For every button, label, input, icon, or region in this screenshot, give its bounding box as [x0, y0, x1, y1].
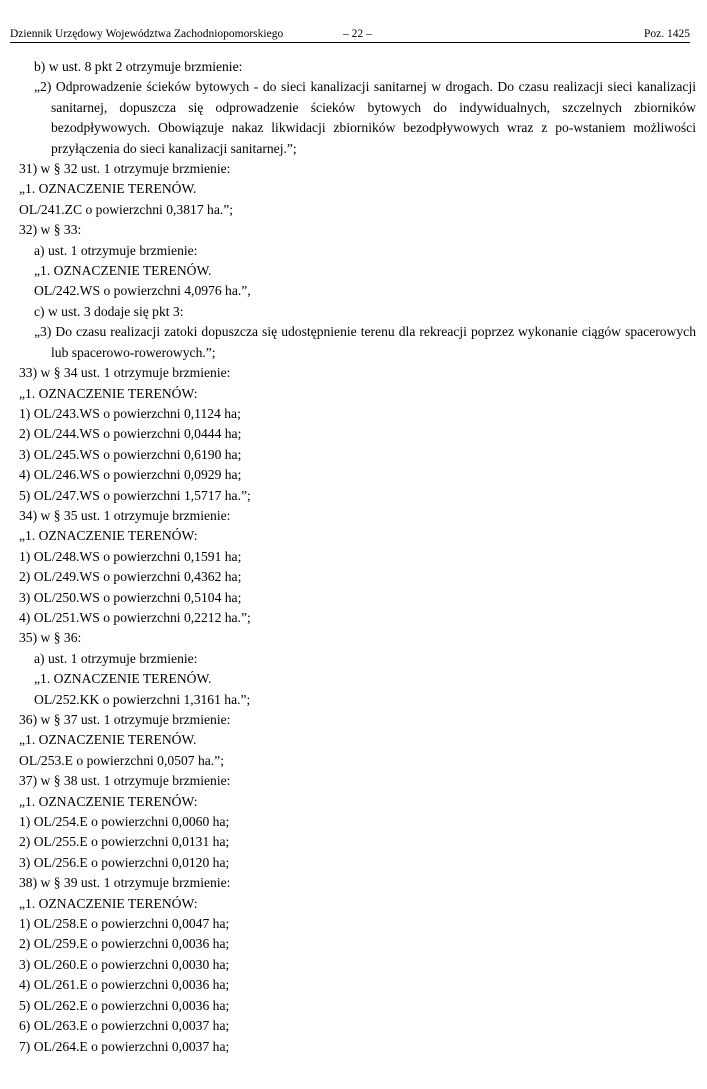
publication-title: Dziennik Urzędowy Województwa Zachodniopomorskiego [10, 28, 284, 40]
text-line: 1) OL/254.E o powierzchni 0,0060 ha; [19, 814, 230, 830]
text-line: 36) w § 37 ust. 1 otrzymuje brzmienie: [19, 712, 231, 727]
text-line: 3) OL/245.WS o powierzchni 0,6190 ha; [19, 446, 242, 462]
text-line: 31) w § 32 ust. 1 otrzymuje brzmienie: [19, 161, 231, 177]
position-number: Poz. 1425 [644, 28, 690, 40]
text-line: c) w ust. 3 dodaje się pkt 3: [34, 303, 184, 319]
text-line: 33) w § 34 ust. 1 otrzymuje brzmienie: [19, 365, 231, 381]
paragraph: „3) Do czasu realizacji zatoki dopuszcza się udostępnienie terenu dla rekreacji poprzez wykonanie ciągów spacerowych lub spacerowo-rowerowych.”; [34, 324, 696, 360]
text-line: OL/242.WS o powierzchni 4,0976 ha.”, [34, 283, 251, 299]
text-line: 1) OL/243.WS o powierzchni 0,1124 ha; [19, 405, 241, 421]
text-line: 3) OL/256.E o powierzchni 0,0120 ha; [19, 854, 230, 870]
text-line: 2) OL/259.E o powierzchni 0,0036 ha; [19, 936, 230, 952]
document-body [19, 57, 696, 1057]
text-line: 34) w § 35 ust. 1 otrzymuje brzmienie: [19, 507, 231, 523]
text-line: 1) OL/258.E o powierzchni 0,0047 ha; [19, 916, 230, 932]
text-line: „1. OZNACZENIE TERENÓW: [19, 793, 198, 809]
text-line: 6) OL/263.E o powierzchni 0,0037 ha; [19, 1018, 230, 1034]
paragraph: „2) Odprowadzenie ścieków bytowych - do sieci kanalizacji sanitarnej w drogach. Do czasu realizacji sieci kanalizacji sanitarnej, dopuszcza się odprowadzenie ścieków bytowych do indywidualnych, szczelnych zbiorników bezodpływowych. Obowiązuje nakaz likwidacji zbiorników bezodpływowych wraz z po-wstaniem możliwości przyłączenia do sieci kanalizacji sanitarnej.”; [34, 79, 696, 156]
page-header [10, 26, 690, 43]
text-line: OL/253.E o powierzchni 0,0507 ha.”; [19, 752, 224, 768]
text-line: 2) OL/249.WS o powierzchni 0,4362 ha; [19, 569, 242, 585]
text-line: 2) OL/244.WS o powierzchni 0,0444 ha; [19, 426, 242, 442]
text-line: 4) OL/261.E o powierzchni 0,0036 ha; [19, 977, 230, 993]
text-line: 4) OL/246.WS o powierzchni 0,0929 ha; [19, 467, 242, 483]
text-line: 32) w § 33: [19, 222, 82, 238]
text-line: „1. OZNACZENIE TERENÓW: [19, 528, 198, 544]
text-line: OL/241.ZC o powierzchni 0,3817 ha.”; [19, 201, 234, 217]
text-line: „1. OZNACZENIE TERENÓW: [19, 385, 198, 401]
text-line: 3) OL/260.E o powierzchni 0,0030 ha; [19, 956, 230, 972]
text-line: OL/252.KK o powierzchni 1,3161 ha.”; [34, 691, 251, 707]
text-line: 2) OL/255.E o powierzchni 0,0131 ha; [19, 834, 230, 850]
text-line: 5) OL/262.E o powierzchni 0,0036 ha; [19, 997, 230, 1013]
text-line: 4) OL/251.WS o powierzchni 0,2212 ha.”; [19, 609, 251, 625]
text-line: „1. OZNACZENIE TERENÓW: [19, 895, 198, 911]
text-line: „1. OZNACZENIE TERENÓW. [34, 671, 212, 687]
text-line: a) ust. 1 otrzymuje brzmienie: [34, 242, 198, 258]
text-line: a) ust. 1 otrzymuje brzmienie: [34, 650, 198, 666]
text-line: 3) OL/250.WS o powierzchni 0,5104 ha; [19, 589, 242, 605]
page-number: – 22 – [343, 28, 372, 40]
text-line: „1. OZNACZENIE TERENÓW. [19, 181, 197, 197]
text-line: 5) OL/247.WS o powierzchni 1,5717 ha.”; [19, 487, 251, 503]
text-line: 7) OL/264.E o powierzchni 0,0037 ha; [19, 1038, 230, 1054]
text-line: „1. OZNACZENIE TERENÓW. [19, 732, 197, 748]
text-line: 38) w § 39 ust. 1 otrzymuje brzmienie: [19, 875, 231, 891]
text-line: 1) OL/248.WS o powierzchni 0,1591 ha; [19, 548, 242, 564]
text-line: b) w ust. 8 pkt 2 otrzymuje brzmienie: [34, 59, 243, 74]
text-line: 35) w § 36: [19, 630, 82, 646]
text-line: „1. OZNACZENIE TERENÓW. [34, 263, 212, 279]
text-line: 37) w § 38 ust. 1 otrzymuje brzmienie: [19, 773, 231, 789]
